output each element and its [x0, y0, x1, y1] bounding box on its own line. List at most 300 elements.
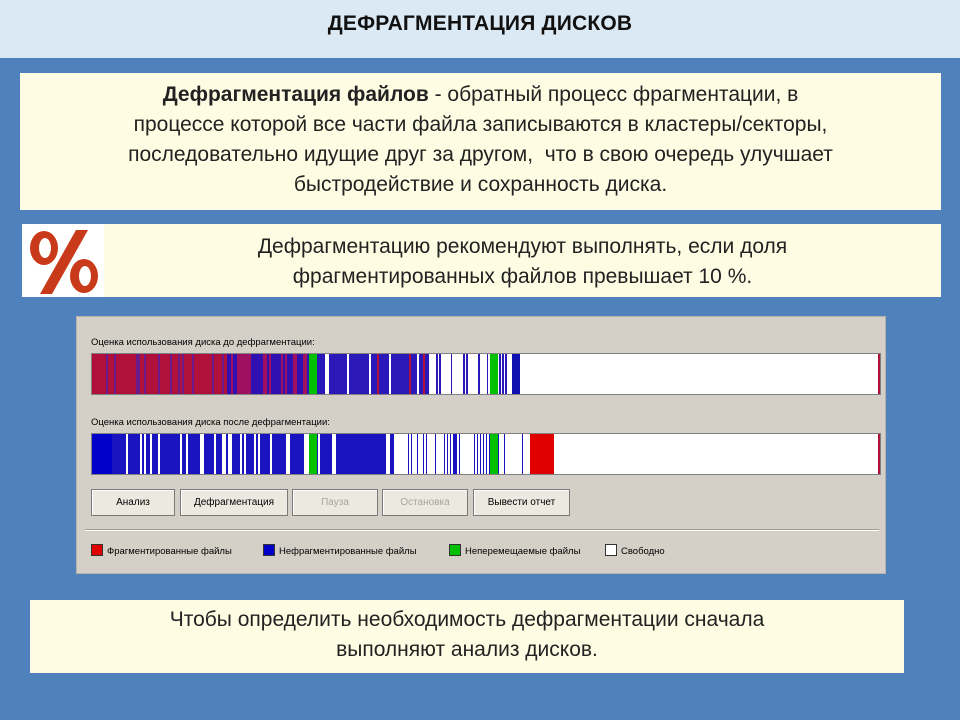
file-block [447, 434, 448, 474]
file-block [258, 434, 260, 474]
file-block [381, 354, 383, 394]
after-map [91, 433, 881, 475]
file-block [178, 434, 180, 474]
file-block [322, 434, 324, 474]
fragment-block [188, 354, 190, 394]
file-block [120, 434, 122, 474]
fragment-block [222, 354, 224, 394]
file-block [196, 434, 198, 474]
file-block [244, 434, 246, 474]
file-block [391, 354, 393, 394]
fragment-block [239, 354, 241, 394]
fragment-block [259, 354, 261, 394]
file-block [184, 434, 186, 474]
file-block [403, 354, 405, 394]
conclusion-box [30, 600, 904, 673]
file-block [502, 354, 504, 394]
file-block [430, 354, 431, 394]
file-block [441, 434, 442, 474]
file-block [340, 434, 342, 474]
fragment-block [279, 354, 281, 394]
file-block [194, 434, 196, 474]
file-block [453, 434, 454, 474]
file-block [319, 354, 321, 394]
fragment-block [301, 354, 303, 394]
file-block [480, 434, 481, 474]
file-block [114, 434, 116, 474]
file-block [387, 354, 389, 394]
fragment-block [112, 354, 114, 394]
fragment-block [198, 354, 200, 394]
file-block [355, 354, 357, 394]
fragment-block [142, 354, 144, 394]
file-block [290, 434, 292, 474]
title-bar [0, 0, 960, 58]
file-block [224, 434, 226, 474]
file-block [320, 434, 322, 474]
file-block [158, 434, 160, 474]
file-block [397, 354, 399, 394]
fragment-block [134, 354, 136, 394]
unmovable-block [309, 354, 317, 394]
file-block [454, 354, 455, 394]
file-block [433, 354, 434, 394]
file-block [331, 354, 333, 394]
file-block [358, 434, 360, 474]
fragment-block [118, 354, 120, 394]
fragment-block [192, 354, 194, 394]
after-label: Оценка использования диска после дефрагментации: [91, 417, 330, 428]
fragment-block [293, 354, 295, 394]
fragment-block [96, 354, 98, 394]
pause-button[interactable]: Пауза [292, 489, 378, 516]
report-button[interactable]: Вывести отчет [473, 489, 570, 516]
file-block [465, 434, 466, 474]
legend-unmovable [449, 544, 580, 557]
file-block [435, 434, 436, 474]
file-block [342, 434, 344, 474]
file-block [419, 354, 421, 394]
file-block [474, 434, 475, 474]
file-block [262, 434, 264, 474]
file-block [333, 354, 335, 394]
file-block [394, 434, 396, 474]
fragment-block [878, 434, 880, 474]
fragment-block [194, 354, 196, 394]
file-block [172, 434, 174, 474]
file-block [260, 434, 262, 474]
file-block [374, 434, 376, 474]
file-block [477, 434, 478, 474]
fragment-block [530, 434, 554, 474]
file-block [409, 354, 411, 394]
fragment-block [229, 354, 231, 394]
file-block [166, 434, 168, 474]
fragment-block [247, 354, 249, 394]
file-block [505, 354, 507, 394]
fragment-block [202, 354, 204, 394]
stop-button[interactable]: Остановка [382, 489, 468, 516]
file-block [142, 434, 144, 474]
file-block [359, 354, 361, 394]
file-block [390, 434, 392, 474]
file-block [222, 434, 224, 474]
file-block [425, 354, 427, 394]
legend-fragmented [91, 544, 232, 557]
unmovable-block [490, 354, 498, 394]
file-block [504, 434, 505, 474]
file-block [401, 354, 403, 394]
file-block [379, 354, 381, 394]
fragment-block [110, 354, 112, 394]
before-label: Оценка использования диска до дефрагментации: [91, 337, 315, 348]
file-block [463, 354, 465, 394]
file-block [296, 434, 298, 474]
fragment-block [126, 354, 128, 394]
slide-title: ДЕФРАГМЕНТАЦИЯ ДИСКОВ [327, 12, 633, 35]
file-block [384, 434, 386, 474]
file-block [510, 434, 511, 474]
fragment-block [94, 354, 96, 394]
legend-unmovable-label: Неперемещаемые файлы [465, 546, 581, 557]
file-block [486, 434, 487, 474]
fragment-block [218, 354, 220, 394]
file-block [367, 354, 369, 394]
fragment-block [170, 354, 172, 394]
file-block [328, 434, 330, 474]
file-block [438, 434, 439, 474]
file-block [484, 354, 485, 394]
fragment-block [297, 354, 299, 394]
fragment-block [237, 354, 239, 394]
file-block [317, 354, 319, 394]
fragment-block [98, 354, 100, 394]
file-block [451, 354, 452, 394]
file-block [274, 434, 276, 474]
file-block [234, 434, 236, 474]
file-block [200, 434, 202, 474]
file-block [405, 434, 406, 474]
file-block [371, 354, 373, 394]
file-block [128, 434, 130, 474]
file-block [370, 434, 372, 474]
file-block [164, 434, 166, 474]
file-block [276, 434, 278, 474]
percent-icon [22, 224, 104, 297]
fragment-block [178, 354, 180, 394]
fragment-block [144, 354, 146, 394]
file-block [350, 434, 352, 474]
file-block [180, 434, 182, 474]
fragment-block [243, 354, 245, 394]
file-block [254, 434, 256, 474]
file-block [512, 354, 520, 394]
file-block [499, 354, 501, 394]
file-block [429, 434, 430, 474]
file-block [218, 434, 220, 474]
file-block [292, 434, 294, 474]
file-block [417, 434, 418, 474]
legend-contiguous-label: Нефрагментированные файлы [279, 546, 417, 557]
file-block [475, 354, 476, 394]
fragment-block [150, 354, 152, 394]
file-block [528, 434, 529, 474]
fragment-block [124, 354, 126, 394]
file-block [345, 354, 347, 394]
file-block [294, 434, 296, 474]
file-block [302, 434, 304, 474]
fragment-block [261, 354, 263, 394]
defragment-button[interactable]: Дефрагментация [180, 489, 288, 516]
file-block [130, 434, 132, 474]
file-block [362, 434, 364, 474]
file-block [385, 354, 387, 394]
file-block [206, 434, 208, 474]
file-block [392, 434, 394, 474]
definition-line-1-rest: - обратный процесс фрагментации, в [428, 83, 799, 106]
fragment-block [267, 354, 269, 394]
before-map [91, 353, 881, 395]
file-block [415, 354, 417, 394]
fragment-block [291, 354, 293, 394]
file-block [426, 434, 427, 474]
file-block [399, 354, 401, 394]
file-block [471, 434, 472, 474]
file-block [304, 434, 306, 474]
fragment-block [275, 354, 277, 394]
file-block [214, 434, 216, 474]
file-block [444, 434, 445, 474]
file-block [395, 354, 397, 394]
file-block [360, 434, 362, 474]
fragment-block [180, 354, 182, 394]
definition-line-3: последовательно идущие друг за другом, что в свою очередь улучшает [128, 143, 833, 166]
file-block [356, 434, 358, 474]
fragment-block [106, 354, 108, 394]
file-block [398, 434, 400, 474]
fragment-block [172, 354, 174, 394]
file-block [280, 434, 282, 474]
legend-fragmented-label: Фрагментированные файлы [107, 546, 232, 557]
file-block [186, 434, 188, 474]
file-block [270, 434, 272, 474]
file-block [380, 434, 382, 474]
file-block [498, 434, 499, 474]
file-block [423, 434, 424, 474]
file-block [411, 354, 413, 394]
fragment-block [263, 354, 265, 394]
file-block [337, 354, 339, 394]
file-block [318, 434, 320, 474]
file-block [378, 434, 380, 474]
file-block [154, 434, 156, 474]
fragment-block [271, 354, 273, 394]
file-block [368, 434, 370, 474]
definition-line-2: процессе которой все части файла записываются в кластеры/секторы, [133, 113, 828, 136]
fragment-block [164, 354, 166, 394]
file-block [339, 354, 341, 394]
definition-line-1 [20, 80, 941, 110]
file-block [92, 434, 112, 474]
file-block [432, 434, 433, 474]
fragment-block [216, 354, 218, 394]
fragment-block [102, 354, 104, 394]
file-block [413, 354, 415, 394]
file-block [228, 434, 230, 474]
file-block [134, 434, 136, 474]
file-block [343, 354, 345, 394]
fragment-block [253, 354, 255, 394]
file-block [351, 354, 353, 394]
file-block [352, 434, 354, 474]
fragment-block [158, 354, 160, 394]
file-block [252, 434, 254, 474]
file-block [348, 434, 350, 474]
fragment-block [146, 354, 148, 394]
file-block [202, 434, 204, 474]
fragment-block [108, 354, 110, 394]
file-block [396, 434, 398, 474]
file-block [376, 434, 378, 474]
file-block [487, 354, 488, 394]
analyze-button[interactable]: Анализ [91, 489, 175, 516]
file-block [144, 434, 146, 474]
file-block [389, 354, 391, 394]
file-block [450, 434, 451, 474]
file-block [226, 434, 228, 474]
file-block [421, 354, 423, 394]
file-block [174, 434, 176, 474]
fragment-block [154, 354, 156, 394]
file-block [168, 434, 170, 474]
file-block [408, 434, 409, 474]
file-block [402, 434, 403, 474]
fragmented-swatch [91, 544, 103, 556]
file-block [334, 434, 336, 474]
fragment-block [190, 354, 192, 394]
file-block [369, 354, 371, 394]
fragment-block [878, 354, 880, 394]
fragment-block [233, 354, 235, 394]
conclusion-line-1: Чтобы определить необходимость дефрагментации сначала [169, 608, 765, 631]
legend-contiguous [263, 544, 417, 557]
unmovable-swatch [449, 544, 461, 556]
file-block [188, 434, 190, 474]
file-block [483, 434, 484, 474]
fragment-block [160, 354, 162, 394]
file-block [286, 434, 288, 474]
file-block [266, 434, 268, 474]
file-block [248, 434, 250, 474]
file-block [230, 434, 232, 474]
file-block [341, 354, 343, 394]
file-block [326, 434, 328, 474]
file-block [327, 354, 329, 394]
fragment-block [100, 354, 102, 394]
legend-free [605, 544, 665, 557]
fragment-block [176, 354, 178, 394]
file-block [300, 434, 302, 474]
file-block [478, 354, 480, 394]
legend-free-label: Свободно [621, 546, 665, 557]
fragment-block [132, 354, 134, 394]
file-block [170, 434, 172, 474]
fragment-block [116, 354, 118, 394]
fragment-block [227, 354, 229, 394]
file-block [242, 434, 244, 474]
file-block [148, 434, 150, 474]
fragment-block [184, 354, 186, 394]
file-block [363, 354, 365, 394]
file-block [373, 354, 375, 394]
file-block [198, 434, 200, 474]
fragment-block [196, 354, 198, 394]
defrag-window [76, 316, 886, 574]
file-block [212, 434, 214, 474]
fragment-block [251, 354, 253, 394]
file-block [386, 434, 388, 474]
file-block [525, 434, 526, 474]
file-block [210, 434, 212, 474]
fragment-block [174, 354, 176, 394]
file-block [375, 354, 377, 394]
file-block [324, 434, 326, 474]
file-block [216, 434, 218, 474]
fragment-block [241, 354, 243, 394]
fragment-block [162, 354, 164, 394]
file-block [472, 354, 473, 394]
fragment-block [206, 354, 208, 394]
fragment-block [92, 354, 94, 394]
fragment-block [235, 354, 237, 394]
file-block [393, 354, 395, 394]
fragment-block [265, 354, 267, 394]
file-block [489, 434, 490, 474]
file-block [501, 434, 502, 474]
file-block [442, 354, 443, 394]
file-block [288, 434, 290, 474]
fragment-block [130, 354, 132, 394]
file-block [272, 434, 274, 474]
file-block [439, 354, 441, 394]
file-block [332, 434, 334, 474]
file-block [507, 434, 508, 474]
file-block [323, 354, 325, 394]
file-block [190, 434, 192, 474]
file-block [346, 434, 348, 474]
file-block [250, 434, 252, 474]
fragment-block [166, 354, 168, 394]
fragment-block [214, 354, 216, 394]
file-block [354, 434, 356, 474]
recommendation-line-2: фрагментированных файлов превышает 10 %. [292, 265, 753, 288]
file-block [411, 434, 412, 474]
fragment-block [136, 354, 138, 394]
fragment-block [273, 354, 275, 394]
file-block [344, 434, 346, 474]
conclusion-line-2: выполняют анализ дисков. [336, 638, 598, 661]
file-block [427, 354, 429, 394]
fragment-block [277, 354, 279, 394]
recommendation-box [104, 224, 941, 297]
file-block [126, 434, 128, 474]
contiguous-swatch [263, 544, 275, 556]
file-block [321, 354, 323, 394]
definition-term: Дефрагментация файлов [162, 83, 429, 106]
file-block [306, 434, 308, 474]
file-block [459, 434, 460, 474]
fragment-block [255, 354, 257, 394]
